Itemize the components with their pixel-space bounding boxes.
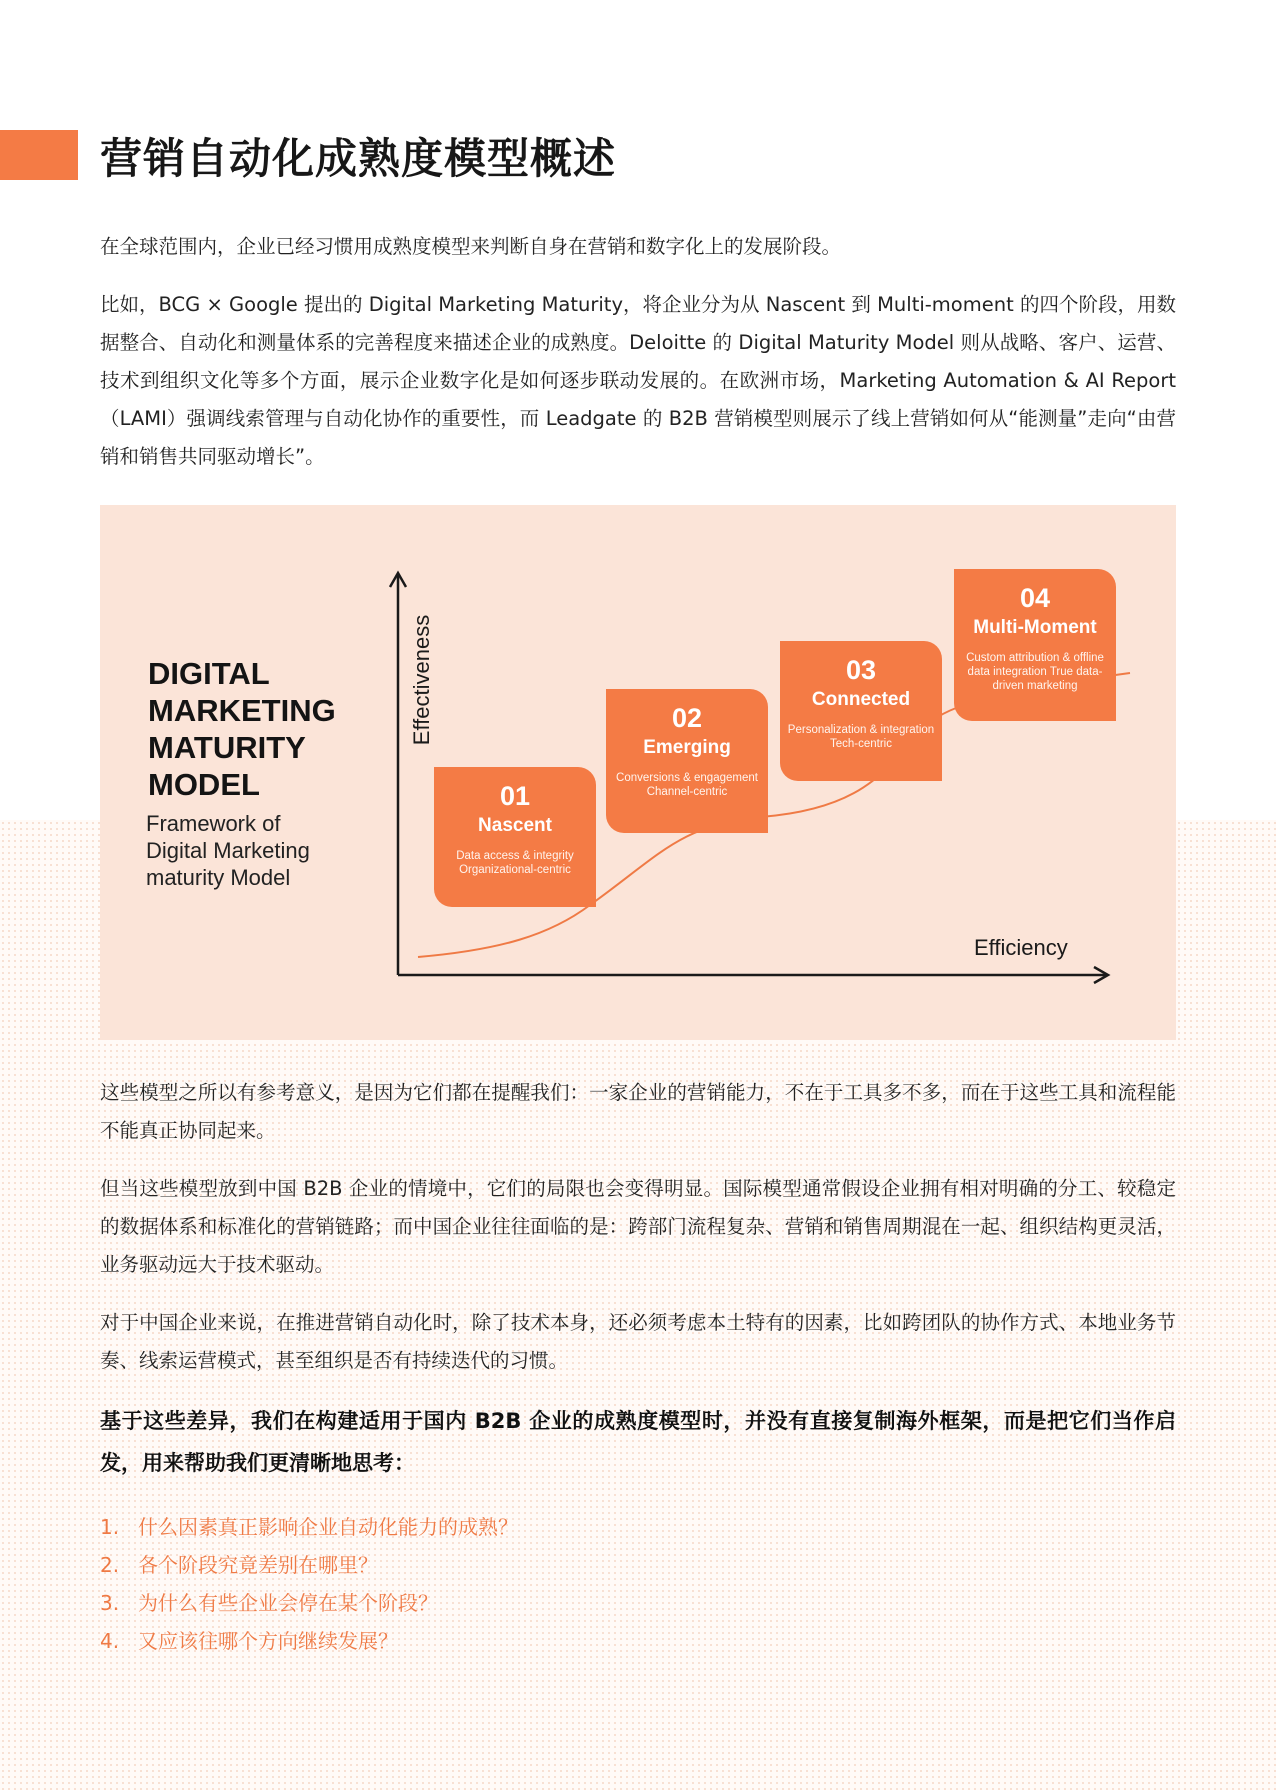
stage-description: Data access & integrity Organizational-centric	[456, 850, 574, 876]
question-text: 各个阶段究竟差别在哪里？	[138, 1553, 378, 1577]
models-paragraph: 这些模型之所以有参考意义，是因为它们都在提醒我们：一家企业的营销能力，不在于工具多不多，而在于这些工具和流程能不能真正协同起来。	[100, 1081, 1176, 1142]
y-axis-label: Effectiveness	[409, 614, 434, 746]
limits-paragraph: 但当这些模型放到中国 B2B 企业的情境中，它们的局限也会变得明显。国际模型通常假设企业拥有相对明确的分工、较稳定的数据体系和标准化的营销链路；而中国企业往往面临的是：跨部门流程复杂、营销和销售周期混在一起、组织结构更灵活，业务驱动远大于技术驱动。	[100, 1177, 1176, 1276]
question-number: 4.	[100, 1629, 120, 1653]
stage-name: Emerging	[643, 737, 731, 758]
maturity-model-figure	[100, 505, 1176, 1040]
stage-description: Personalization & integration Tech-centric	[787, 724, 935, 750]
title-accent-bar	[0, 130, 78, 180]
page-title: 营销自动化成熟度模型概述	[100, 134, 617, 183]
stage-name: Connected	[811, 689, 911, 710]
stage-description: Custom attribution & offline data integration True data-driven marketing	[966, 652, 1104, 692]
figure-heading-line: MATURITY	[148, 730, 306, 765]
figure-subtitle-line: maturity Model	[146, 865, 291, 890]
figure-heading	[148, 655, 336, 803]
question-number: 3.	[100, 1591, 120, 1615]
china-paragraph: 对于中国企业来说，在推进营销自动化时，除了技术本身，还必须考虑本土特有的因素，比如跨团队的协作方式、本地业务节奏、线索运营模式，甚至组织是否有持续迭代的习惯。	[100, 1311, 1176, 1372]
stage-number: 04	[1019, 583, 1051, 613]
question-list	[100, 1508, 518, 1660]
question-number: 1.	[100, 1515, 120, 1539]
question-text: 什么因素真正影响企业自动化能力的成熟？	[138, 1515, 518, 1539]
figure-heading-line: DIGITAL	[148, 656, 270, 691]
figure-subtitle-line: Framework of	[146, 811, 281, 836]
stage-number: 02	[671, 703, 703, 733]
figure-heading-line: MODEL	[148, 767, 260, 802]
stage-card-nascent	[434, 767, 596, 907]
list-item	[100, 1508, 518, 1546]
thinking-paragraph: 基于这些差异，我们在构建适用于国内 B2B 企业的成熟度模型时，并没有直接复制海外框架，而是把它们当作启发，用来帮助我们更清晰地思考：	[100, 1409, 1176, 1475]
stage-number: 03	[845, 655, 877, 685]
intro-paragraph: 在全球范围内，企业已经习惯用成熟度模型来判断自身在营销和数字化上的发展阶段。	[100, 235, 842, 258]
figure-heading-line: MARKETING	[148, 693, 336, 728]
list-item	[100, 1546, 518, 1584]
question-text: 又应该往哪个方向继续发展？	[138, 1629, 398, 1653]
stage-name: Multi-Moment	[973, 617, 1097, 638]
examples-paragraph: 比如，BCG × Google 提出的 Digital Marketing Maturity，将企业分为从 Nascent 到 Multi-moment 的四个阶段，用数据整合、自动化和测量体系的完善程度来描述企业的成熟度。Deloitte 的 Digital Maturity Model 则从战略、客户、运营、技术到组织文化等多个方面，展示企业数字化是如何逐步联动发展的。在欧洲市场，Marketing Automation & AI Report（LAMI）强调线索管理与自动化协作的重要性，而 Leadgate 的 B2B 营销模型则展示了线上营销如何从“能测量”走向“由营销和销售共同驱动增长”。	[100, 293, 1176, 468]
stage-number: 01	[499, 781, 531, 811]
question-text: 为什么有些企业会停在某个阶段？	[138, 1591, 438, 1615]
stage-name: Nascent	[478, 815, 552, 836]
figure-subtitle-line: Digital Marketing	[146, 838, 310, 863]
stage-card-connected	[780, 641, 942, 781]
stage-description: Conversions & engagement Channel-centric	[616, 772, 758, 798]
stage-card-emerging	[606, 689, 768, 833]
list-item	[100, 1584, 518, 1622]
figure-subtitle	[146, 810, 310, 891]
x-axis-label: Efficiency	[974, 935, 1068, 960]
stage-card-multi-moment	[954, 569, 1116, 721]
list-item	[100, 1622, 518, 1660]
question-number: 2.	[100, 1553, 120, 1577]
